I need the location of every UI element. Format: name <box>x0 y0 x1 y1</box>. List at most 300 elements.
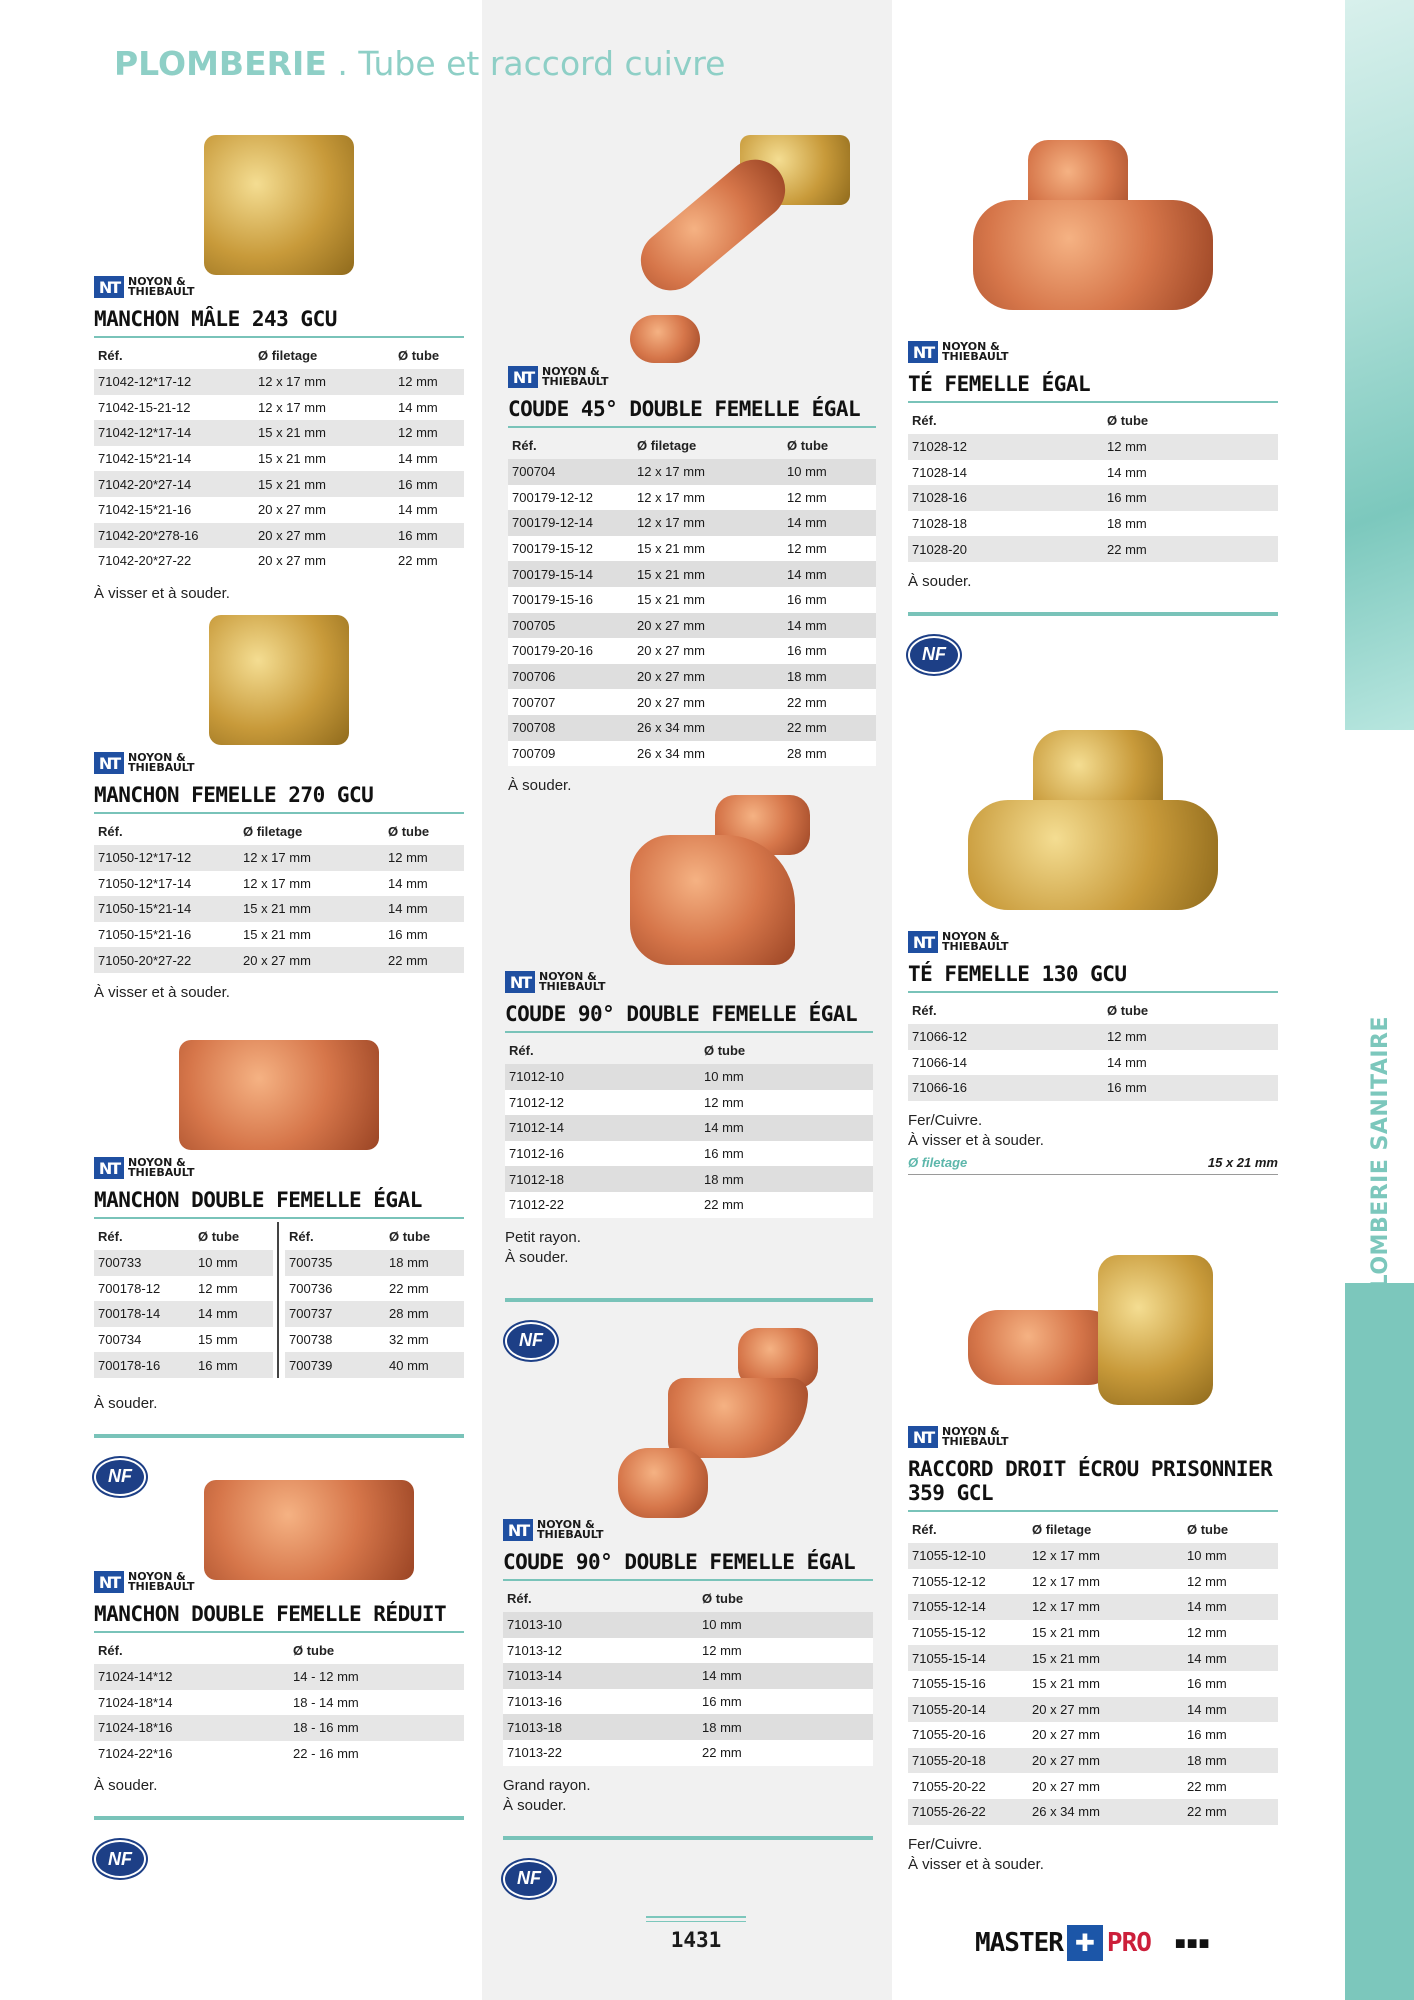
table-row <box>94 497 464 523</box>
value-cell: 16 mm <box>394 523 464 549</box>
table-row <box>908 1620 1278 1646</box>
table-row <box>94 1301 273 1327</box>
product-note <box>94 584 464 604</box>
value-cell: 20 x 27 mm <box>258 502 326 518</box>
value-cell: 22 mm <box>698 1740 873 1766</box>
ref-cell: 71042-15*21-16 <box>98 502 192 518</box>
value-cell: 14 mm <box>398 451 438 467</box>
ref-cell: 71066-12 <box>908 1024 1103 1050</box>
note-line: À visser et à souder. <box>94 983 230 1001</box>
value-cell: 18 - 16 mm <box>289 1715 464 1741</box>
table-row <box>508 485 876 511</box>
table-row <box>908 1050 1278 1076</box>
value-cell: 14 mm <box>783 561 876 587</box>
brand-logo-icon: NT <box>505 971 535 993</box>
product-note <box>908 1111 1278 1151</box>
ref-cell: 71042-15*21-14 <box>98 451 192 467</box>
product-te-femelle-130 <box>908 730 1278 1175</box>
table-row <box>908 1671 1278 1697</box>
value-cell: 15 x 21 mm <box>633 536 783 562</box>
value-cell: 26 x 34 mm <box>633 741 783 767</box>
value-cell: 12 mm <box>1187 1625 1227 1641</box>
table-row <box>908 1799 1278 1825</box>
value-cell: 15 x 21 mm <box>254 471 394 497</box>
value-cell: 14 mm <box>1107 1054 1147 1070</box>
value-cell: 12 mm <box>783 485 876 511</box>
table-row <box>505 1090 873 1116</box>
value-cell: 26 x 34 mm <box>1028 1799 1183 1825</box>
value-cell: 12 x 17 mm <box>1028 1543 1183 1569</box>
value-cell: 12 mm <box>384 845 464 871</box>
note-line: À souder. <box>94 1777 158 1795</box>
product-title: MANCHON DOUBLE FEMELLE ÉGAL <box>94 1188 464 1219</box>
product-note <box>94 1776 464 1796</box>
product-coude-90-petit <box>505 795 873 1360</box>
section-divider <box>94 1816 464 1820</box>
brand-logo: NT NOYON & THIEBAULT <box>94 751 464 775</box>
product-coude-45 <box>508 135 876 796</box>
note-line: À souder. <box>94 1394 158 1412</box>
table-row <box>508 638 876 664</box>
brand-logo-icon: NT <box>94 276 124 298</box>
ref-cell: 71013-10 <box>503 1612 698 1638</box>
table-row <box>908 1645 1278 1671</box>
product-note <box>908 1835 1278 1875</box>
value-cell: 14 mm <box>1107 464 1147 480</box>
product-manchon-double-egal <box>94 1040 464 1496</box>
ref-cell: 700704 <box>508 459 633 485</box>
value-cell: 18 - 14 mm <box>293 1694 359 1710</box>
ref-cell: 71024-22*16 <box>98 1746 173 1762</box>
value-cell: 12 mm <box>1187 1573 1227 1589</box>
section-divider <box>94 1434 464 1438</box>
ref-cell: 71055-15-16 <box>912 1676 986 1692</box>
value-cell: 14 mm <box>1183 1645 1278 1671</box>
product-title: COUDE 90° DOUBLE FEMELLE ÉGAL <box>505 1002 873 1033</box>
brand-logo-icon: NT <box>94 1157 124 1179</box>
ref-cell: 700738 <box>289 1332 333 1348</box>
table-row <box>505 1115 873 1141</box>
ref-cell: 700179-15-12 <box>508 536 633 562</box>
table-row <box>285 1250 464 1276</box>
masterpro-logo: MASTER ✚ PRO ■■■ <box>975 1925 1211 1961</box>
value-cell: 18 mm <box>698 1714 873 1740</box>
table-row <box>503 1740 873 1766</box>
value-cell: 20 x 27 mm <box>633 638 783 664</box>
ref-cell: 71050-20*27-22 <box>94 947 239 973</box>
value-cell: 20 x 27 mm <box>258 553 326 569</box>
ref-cell: 700178-12 <box>98 1280 161 1296</box>
ref-cell: 700735 <box>285 1250 385 1276</box>
ref-cell: 700179-12-14 <box>508 510 633 536</box>
ref-cell: 71013-16 <box>503 1689 698 1715</box>
value-cell: 14 mm <box>194 1301 273 1327</box>
ref-cell: 71042-12*17-12 <box>94 369 254 395</box>
note-line: À souder. <box>505 1248 569 1266</box>
table-row <box>908 1773 1278 1799</box>
value-cell: 40 mm <box>385 1352 464 1378</box>
value-cell: 18 mm <box>385 1250 464 1276</box>
value-cell: 12 x 17 mm <box>239 845 384 871</box>
value-cell: 12 mm <box>1103 434 1278 460</box>
table-row <box>94 471 464 497</box>
value-cell: 12 x 17 mm <box>633 510 783 536</box>
value-cell: 15 x 21 mm <box>1028 1645 1183 1671</box>
brand-logo: NT NOYON & THIEBAULT <box>908 340 1278 364</box>
ref-cell: 71012-14 <box>505 1115 700 1141</box>
ref-cell: 71024-18*14 <box>98 1694 173 1710</box>
ref-cell: 700179-15-16 <box>508 587 633 613</box>
value-cell: 16 mm <box>1103 1075 1278 1101</box>
table-row <box>908 511 1278 537</box>
product-image <box>508 135 876 365</box>
value-cell: 12 mm <box>700 1090 873 1116</box>
section-divider <box>908 612 1278 616</box>
ref-cell: 71012-16 <box>505 1141 700 1167</box>
page-title <box>114 44 725 83</box>
table-row <box>94 1352 273 1378</box>
table-row <box>508 613 876 639</box>
table-row <box>94 845 464 871</box>
product-image <box>968 1255 1278 1415</box>
value-cell: 12 mm <box>394 420 464 446</box>
product-title: RACCORD DROIT ÉCROU PRISONNIER 359 GCL <box>908 1457 1278 1512</box>
value-cell: 18 mm <box>1107 516 1147 532</box>
product-image <box>618 1328 873 1518</box>
value-cell: 12 mm <box>1103 1024 1278 1050</box>
product-title: TÉ FEMELLE ÉGAL <box>908 372 1278 403</box>
table-row <box>503 1714 873 1740</box>
value-cell: 10 mm <box>698 1612 873 1638</box>
table-row <box>94 922 464 948</box>
value-cell: 28 mm <box>783 741 876 767</box>
ref-cell: 71055-12-12 <box>912 1573 986 1589</box>
value-cell: 12 x 17 mm <box>254 369 394 395</box>
product-title: COUDE 90° DOUBLE FEMELLE ÉGAL <box>503 1550 873 1581</box>
brand-logo: NT NOYON & THIEBAULT <box>908 930 1278 954</box>
ref-cell: 700734 <box>98 1332 142 1348</box>
value-cell: 16 mm <box>700 1141 873 1167</box>
product-note <box>908 572 1278 592</box>
ref-cell: 71028-18 <box>912 516 967 532</box>
value-cell: 14 mm <box>1183 1594 1278 1620</box>
table-row <box>508 510 876 536</box>
value-cell: 16 mm <box>394 471 464 497</box>
table-row <box>505 1166 873 1192</box>
spec-table: Réf. Ø tube 71012-10 10 mm 71012-12 12 mm 71012-14 14 mm 71012-16 16 mm 71012-18 18 mm 71012-22 22 mm <box>505 1036 873 1218</box>
table-row <box>508 715 876 741</box>
table-row <box>503 1663 873 1689</box>
ref-cell: 71028-16 <box>908 485 1103 511</box>
value-cell: 20 x 27 mm <box>633 689 783 715</box>
ref-cell: 71042-15-21-12 <box>98 399 191 415</box>
ref-cell: 71055-20-14 <box>908 1697 1028 1723</box>
value-cell: 16 mm <box>1187 1727 1227 1743</box>
value-cell: 20 x 27 mm <box>633 664 783 690</box>
value-cell: 14 mm <box>783 510 876 536</box>
value-cell: 14 mm <box>700 1115 873 1141</box>
value-cell: 18 mm <box>1183 1748 1278 1774</box>
nf-certification-icon: NF <box>908 636 960 674</box>
product-note <box>94 1394 464 1414</box>
table-row <box>94 1741 464 1767</box>
note-line: Fer/Cuivre. <box>908 1835 983 1853</box>
ref-cell: 700178-16 <box>94 1352 194 1378</box>
table-row <box>94 947 464 973</box>
side-category-label: PLOMBERIE SANITAIRE <box>1367 1015 1393 1305</box>
ref-cell: 71050-15*21-16 <box>98 927 192 943</box>
table-row <box>505 1064 873 1090</box>
section-divider <box>503 1836 873 1840</box>
ref-cell: 71066-14 <box>912 1054 967 1070</box>
page-number: 1431 <box>646 1916 746 1952</box>
note-line: À souder. <box>508 777 572 795</box>
table-row <box>508 561 876 587</box>
value-cell: 16 mm <box>388 927 428 943</box>
brand-logo-icon: NT <box>94 1571 124 1593</box>
value-cell: 12 x 17 mm <box>1028 1594 1183 1620</box>
table-row <box>503 1689 873 1715</box>
brand-logo: NT NOYON & THIEBAULT <box>94 275 464 299</box>
product-image <box>973 140 1278 340</box>
product-note <box>505 1228 873 1268</box>
table-row <box>285 1327 464 1353</box>
table-row <box>908 536 1278 562</box>
table-row <box>908 460 1278 486</box>
table-row <box>94 1250 273 1276</box>
value-cell: 10 mm <box>194 1250 273 1276</box>
brand-logo: NT NOYON & THIEBAULT <box>94 1570 464 1594</box>
ref-cell: 71013-18 <box>503 1714 698 1740</box>
ref-cell: 71042-20*278-16 <box>94 523 254 549</box>
brand-logo-icon: NT <box>908 1426 938 1448</box>
spec-table: Réf. Ø tube 71024-14*12 14 - 12 mm 71024-18*14 18 - 14 mm 71024-18*16 18 - 16 mm 71024-22*16 22 - 16 mm <box>94 1636 464 1766</box>
note-line: À visser et à souder. <box>94 584 230 602</box>
ref-cell: 700707 <box>508 689 633 715</box>
side-strip-lower <box>1345 1283 1414 2000</box>
product-image <box>204 1480 414 1580</box>
value-cell: 32 mm <box>389 1332 429 1348</box>
table-row <box>908 434 1278 460</box>
table-row <box>285 1276 464 1302</box>
table-row <box>505 1192 873 1218</box>
brand-logo-icon: NT <box>94 752 124 774</box>
value-cell: 10 mm <box>1183 1543 1278 1569</box>
table-row <box>503 1612 873 1638</box>
nf-certification-icon: NF <box>505 1322 557 1360</box>
table-row <box>908 1594 1278 1620</box>
spec-table: Réf. Ø filetage Ø tube 71042-12*17-12 12 x 17 mm 12 mm 71042-15-21-12 12 x 17 mm 14 mm 71042-12*17-14 15 x 21 mm 12 mm 71042-15*21-14 15 x 21 mm 14 mm 71042-20*27-14 15 x 21 mm 16 mm 71042-15*21-16 20 x 27 mm 14 mm 71042-20*278-16 20 x 27 mm 16 mm 71042-20*27-22 20 x 27 mm 22 mm <box>94 341 464 574</box>
ref-cell: 71028-14 <box>912 464 967 480</box>
ref-cell: 700708 <box>508 715 633 741</box>
note-line: À souder. <box>908 572 972 590</box>
product-manchon-male <box>94 135 464 604</box>
ref-cell: 700737 <box>285 1301 385 1327</box>
spec-table: Réf. Ø tube 71028-12 12 mm 71028-14 14 mm 71028-16 16 mm 71028-18 18 mm 71028-20 22 mm <box>908 406 1278 562</box>
table-row <box>94 1276 273 1302</box>
table-row <box>94 446 464 472</box>
value-cell: 16 mm <box>1103 485 1278 511</box>
ref-cell: 700736 <box>289 1280 333 1296</box>
product-title: TÉ FEMELLE 130 GCU <box>908 962 1278 993</box>
ref-cell: 71013-14 <box>503 1663 698 1689</box>
spec-table: Réf. Ø filetage Ø tube 71055-12-10 12 x 17 mm 10 mm 71055-12-12 12 x 17 mm 12 mm 71055-12-14 12 x 17 mm 14 mm 71055-15-12 15 x 21 mm 12 mm 71055-15-14 15 x 21 mm 14 mm 71055-15-16 15 x 21 mm 16 mm 71055-20-14 20 x 27 mm 14 mm 71055-20-16 20 x 27 mm 16 mm 71055-20-18 20 x 27 mm 18 mm 71055-20-22 20 x 27 mm 22 mm 71055-26-22 26 x 34 mm 22 mm <box>908 1515 1278 1825</box>
product-note <box>94 983 464 1003</box>
table-row <box>908 1697 1278 1723</box>
value-cell: 15 mm <box>198 1332 238 1348</box>
value-cell: 14 - 12 mm <box>289 1664 464 1690</box>
value-cell: 20 x 27 mm <box>254 523 394 549</box>
value-cell: 14 mm <box>388 875 428 891</box>
table-row <box>285 1301 464 1327</box>
table-row <box>908 1543 1278 1569</box>
note-line: Grand rayon. <box>503 1776 591 1794</box>
value-cell: 22 mm <box>384 947 464 973</box>
table-row <box>285 1352 464 1378</box>
value-cell: 16 mm <box>783 587 876 613</box>
value-cell: 12 x 17 mm <box>1032 1573 1100 1589</box>
value-cell: 12 x 17 mm <box>243 875 311 891</box>
value-cell: 12 x 17 mm <box>633 459 783 485</box>
note-line: À visser et à souder. <box>908 1131 1044 1149</box>
ref-cell: 71066-16 <box>908 1075 1103 1101</box>
table-row <box>908 485 1278 511</box>
value-cell: 12 mm <box>394 369 464 395</box>
ref-cell: 71012-18 <box>505 1166 700 1192</box>
product-manchon-femelle <box>94 615 464 1003</box>
table-row <box>908 1075 1278 1101</box>
brand-logo: NT NOYON & THIEBAULT <box>94 1156 464 1180</box>
spec-table-split: Réf. Ø tube 700733 10 mm 700178-12 12 mm 700178-14 14 mm 700734 15 mm 700178-16 16 mm Réf. Ø tube 700735 18 mm 700736 22 mm 700737 28 mm 700738 32 mm 700739 40 mm <box>94 1222 464 1378</box>
brand-logo-icon: NT <box>503 1519 533 1541</box>
value-cell: 20 x 27 mm <box>1028 1697 1183 1723</box>
table-row <box>508 664 876 690</box>
value-cell: 20 x 27 mm <box>1028 1748 1183 1774</box>
value-cell: 20 x 27 mm <box>633 613 783 639</box>
value-cell: 15 x 21 mm <box>258 451 326 467</box>
value-cell: 22 mm <box>1103 536 1278 562</box>
page-subtitle: . Tube et raccord cuivre <box>326 44 726 83</box>
value-cell: 22 mm <box>700 1192 873 1218</box>
page-category: PLOMBERIE <box>114 44 327 83</box>
value-cell: 26 x 34 mm <box>633 715 783 741</box>
ref-cell: 71055-12-14 <box>908 1594 1028 1620</box>
star-icon: ✚ <box>1067 1925 1103 1961</box>
table-row <box>94 1690 464 1716</box>
table-row <box>908 1722 1278 1748</box>
nf-certification-icon: NF <box>94 1458 146 1496</box>
value-cell: 10 mm <box>783 459 876 485</box>
product-note <box>508 776 876 796</box>
value-cell: 20 x 27 mm <box>239 947 384 973</box>
table-row <box>508 741 876 767</box>
value-cell: 20 x 27 mm <box>1032 1727 1100 1743</box>
value-cell: 14 mm <box>1183 1697 1278 1723</box>
brand-logo: NT NOYON & THIEBAULT <box>908 1425 1278 1449</box>
table-row <box>94 523 464 549</box>
product-image <box>968 730 1278 930</box>
product-image <box>209 615 349 745</box>
ref-cell: 700709 <box>508 741 633 767</box>
value-cell: 14 mm <box>698 1663 873 1689</box>
table-row <box>908 1748 1278 1774</box>
product-te-femelle-egal <box>908 140 1278 674</box>
ref-cell: 71042-20*27-14 <box>94 471 254 497</box>
value-cell: 14 mm <box>783 613 876 639</box>
table-row <box>505 1141 873 1167</box>
product-coude-90-grand <box>503 1328 873 1898</box>
table-row <box>94 871 464 897</box>
ref-cell: 71055-20-18 <box>908 1748 1028 1774</box>
table-row <box>908 1024 1278 1050</box>
value-cell: 16 mm <box>783 638 876 664</box>
ref-cell: 71013-22 <box>503 1740 698 1766</box>
value-cell: 15 x 21 mm <box>633 587 783 613</box>
value-cell: 12 x 17 mm <box>633 485 783 511</box>
value-cell: 22 mm <box>783 689 876 715</box>
table-row <box>94 1664 464 1690</box>
ref-cell: 700179-15-14 <box>508 561 633 587</box>
table-row <box>94 395 464 421</box>
value-cell: 15 x 21 mm <box>1032 1625 1100 1641</box>
ref-cell: 71012-22 <box>505 1192 700 1218</box>
table-row <box>94 369 464 395</box>
ref-cell: 71055-15-14 <box>908 1645 1028 1671</box>
ref-cell: 700739 <box>285 1352 385 1378</box>
value-cell: 22 mm <box>1183 1799 1278 1825</box>
ref-cell: 71012-12 <box>505 1090 700 1116</box>
ref-cell: 71042-20*27-22 <box>98 553 192 569</box>
spec-table: Réf. Ø tube 71013-10 10 mm 71013-12 12 mm 71013-14 14 mm 71013-16 16 mm 71013-18 18 mm 71013-22 22 mm <box>503 1584 873 1766</box>
product-image <box>179 1040 379 1150</box>
note-line: Petit rayon. <box>505 1228 581 1246</box>
table-row <box>508 459 876 485</box>
table-row <box>94 1715 464 1741</box>
ref-cell: 71055-15-12 <box>912 1625 986 1641</box>
note-line: À souder. <box>503 1796 567 1814</box>
brand-logo-icon: NT <box>908 931 938 953</box>
ref-cell: 700733 <box>94 1250 194 1276</box>
brand-logo: NT NOYON & THIEBAULT <box>503 1518 873 1542</box>
ref-cell: 700179-12-12 <box>508 485 633 511</box>
table-row <box>94 548 464 574</box>
value-cell: 22 mm <box>1187 1778 1227 1794</box>
table-row <box>508 689 876 715</box>
value-cell: 14 mm <box>398 502 438 518</box>
table-row <box>94 896 464 922</box>
product-title: MANCHON FEMELLE 270 GCU <box>94 783 464 814</box>
value-cell: 28 mm <box>385 1301 464 1327</box>
ref-cell: 71024-18*16 <box>94 1715 289 1741</box>
product-image <box>204 135 354 275</box>
value-cell: 15 x 21 mm <box>633 561 783 587</box>
ref-cell: 71050-15*21-14 <box>94 896 239 922</box>
table-row <box>908 1569 1278 1595</box>
value-cell: 16 mm <box>194 1352 273 1378</box>
ref-cell: 71050-12*17-14 <box>98 875 192 891</box>
table-row <box>508 536 876 562</box>
spec-table: Réf. Ø filetage Ø tube 71050-12*17-12 12 x 17 mm 12 mm 71050-12*17-14 12 x 17 mm 14 mm 71050-15*21-14 15 x 21 mm 14 mm 71050-15*21-16 15 x 21 mm 16 mm 71050-20*27-22 20 x 27 mm 22 mm <box>94 817 464 973</box>
table-row <box>94 1327 273 1353</box>
value-cell: 16 mm <box>1187 1676 1227 1692</box>
value-cell: 22 mm <box>389 1280 429 1296</box>
ref-cell: 71050-12*17-12 <box>94 845 239 871</box>
ref-cell: 71042-12*17-14 <box>94 420 254 446</box>
value-cell: 15 x 21 mm <box>243 927 311 943</box>
ref-cell: 700705 <box>508 613 633 639</box>
value-cell: 12 mm <box>198 1280 238 1296</box>
value-cell: 12 mm <box>698 1638 873 1664</box>
